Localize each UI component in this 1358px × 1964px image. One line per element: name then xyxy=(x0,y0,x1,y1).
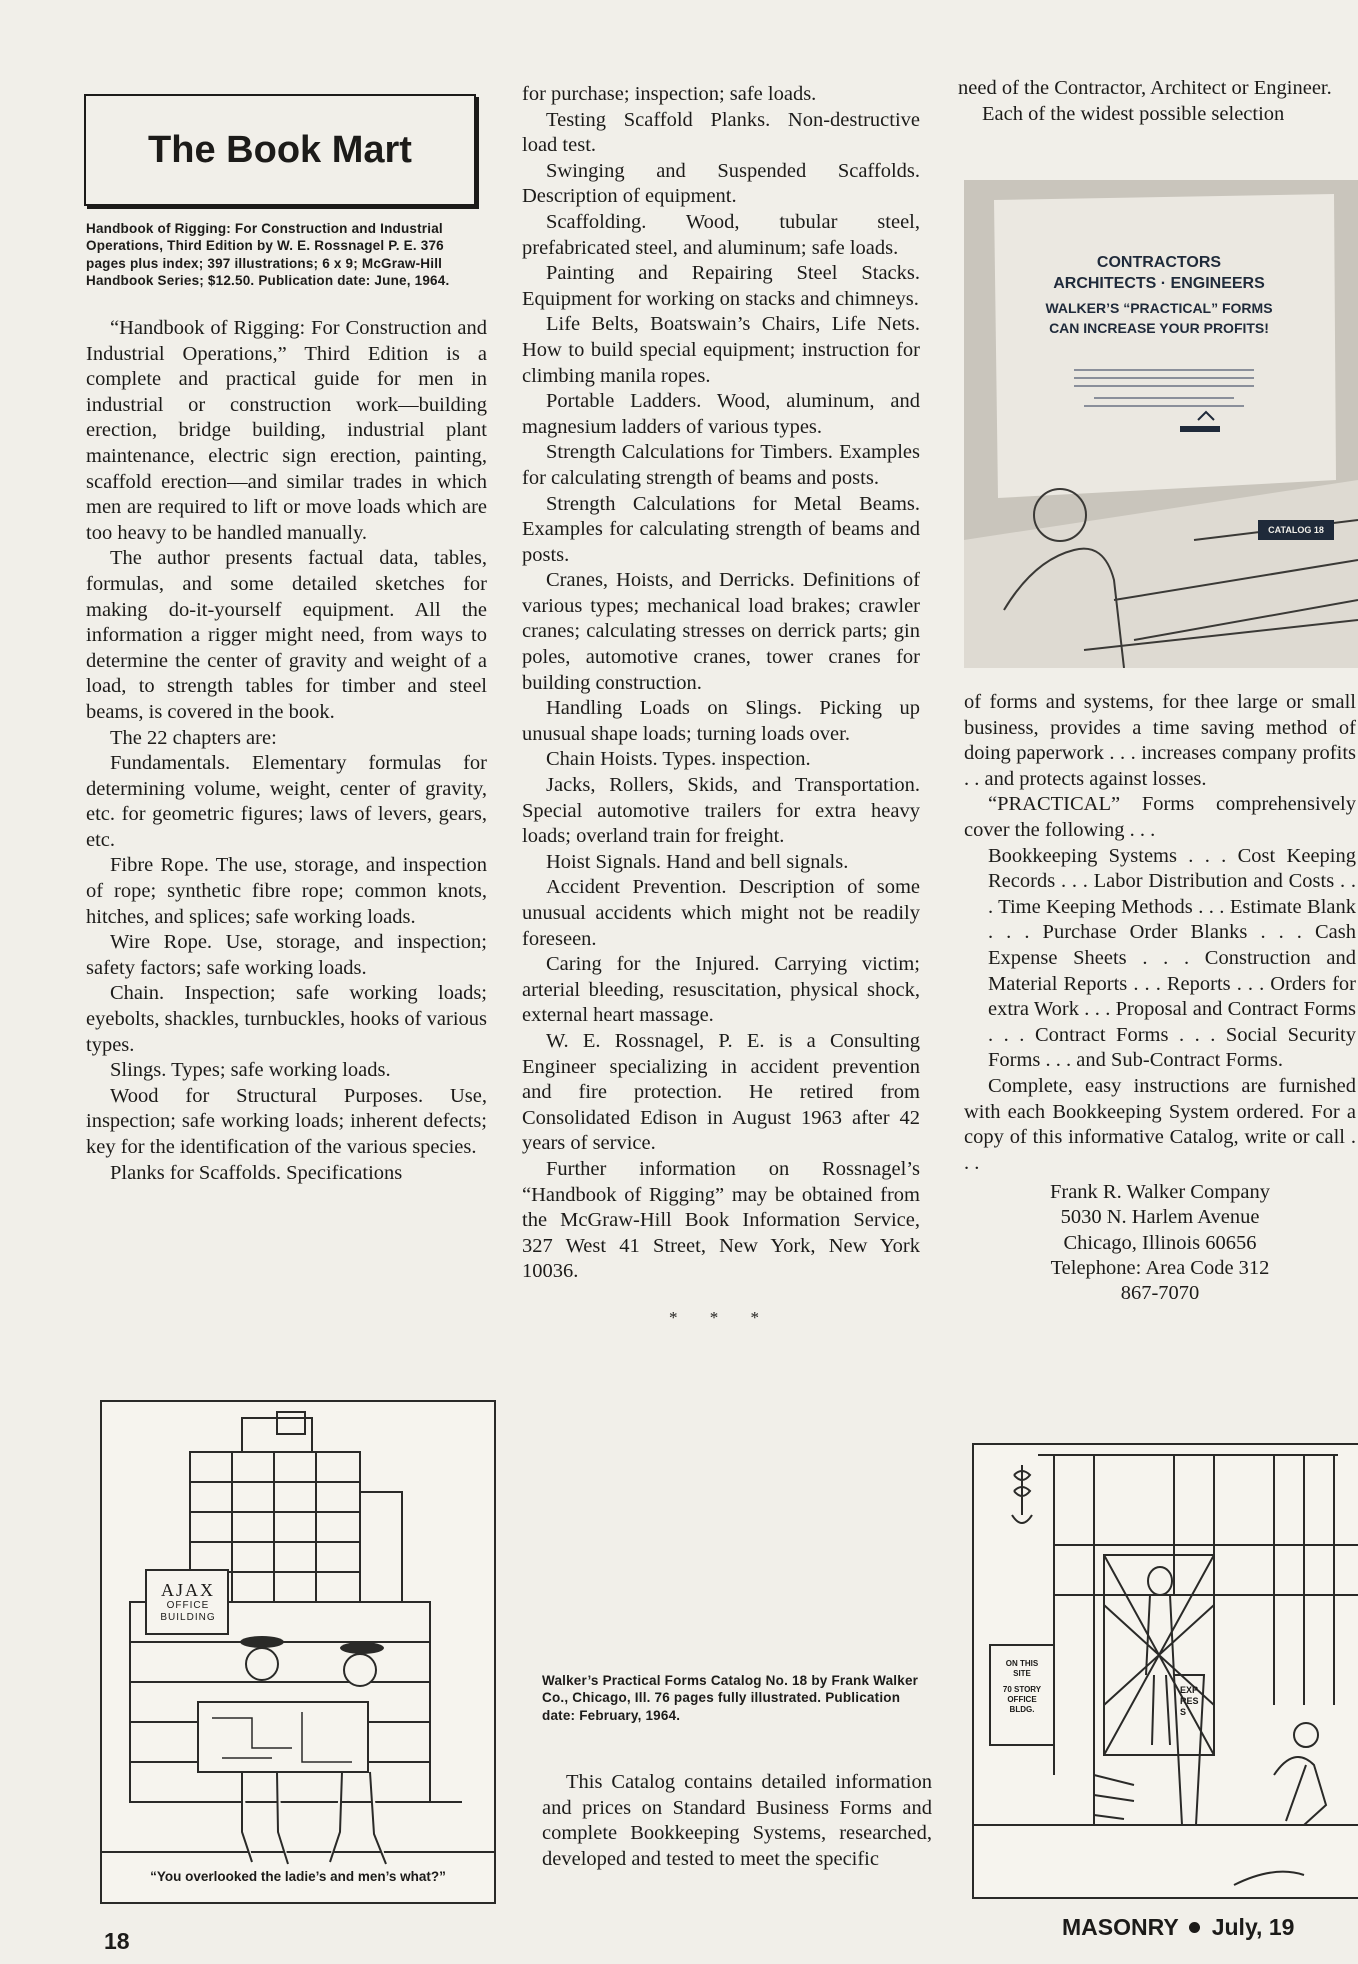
cartoon-construction-site xyxy=(972,1443,1358,1899)
chapter-entry: Strength Calculations for Timbers. Examples for calculating strength of beams and posts. xyxy=(522,441,920,489)
chapter-entry: Slings. Types; safe working loads. xyxy=(110,1059,391,1082)
sign-text: SITE xyxy=(1013,1669,1031,1678)
cartoon-drawing xyxy=(102,1402,494,1902)
address-line: Telephone: Area Code 312 xyxy=(1050,1256,1270,1279)
company-address xyxy=(964,1180,1356,1306)
chapter-entry: Planks for Scaffolds. Specifications xyxy=(110,1161,403,1184)
sign-text: 70 STORY xyxy=(1002,1685,1042,1694)
bullet-icon xyxy=(1189,1922,1200,1933)
sign-text: ON THIS xyxy=(1005,1659,1039,1668)
review2-bibliography: Walker’s Practical Forms Catalog No. 18 by Frank Walker Co., Chicago, Ill. 76 pages fully illustrated. Publication date: February, 1964. xyxy=(542,1673,919,1723)
chapter-entry: Swinging and Suspended Scaffolds. Description of equipment. xyxy=(522,159,920,208)
chapter-entry: Chain Hoists. Types. inspection. xyxy=(546,748,811,771)
chapter-entry: Wire Rope. Use, storage, and inspection; safety factors; safe working loads. xyxy=(86,931,487,979)
review1-paragraph: “Handbook of Rigging: For Construction and Industrial Operations,” Third Edition is a complete and practical guide for men in industrial or construction work—building erection, bridge building, industrial plant maintenance, electric sign erection, painting, scaffold erection—and similar trades in which men are required to lift or move loads which are too heavy to be handled manually. xyxy=(86,317,487,544)
column-2 xyxy=(522,82,920,1393)
sign-text: OFFICE xyxy=(1007,1695,1037,1704)
express-label: EXPRESS xyxy=(1180,1685,1199,1717)
chapter-entry: Cranes, Hoists, and Derricks. Definitions of various types; mechanical load brakes; crawler cranes; calculating stresses on derrick parts; gin poles, automotive cranes, tower cranes for building construction. xyxy=(522,569,920,694)
review1-paragraph: The 22 chapters are: xyxy=(110,726,277,749)
section-separator: * * * xyxy=(669,1307,773,1327)
review1-paragraph: W. E. Rossnagel, P. E. is a Consulting Engineer specializing in accident prevention and fire protection. He retired from Consolidated Edison in August 1963 after 42 years of service. xyxy=(522,1029,920,1155)
page-number: 18 xyxy=(104,1928,130,1954)
address-line: 867-7070 xyxy=(1120,1282,1200,1305)
chapter-entry: Jacks, Rollers, Skids, and Transportation. Special automotive trailers for extra heavy loads; overland train for freight. xyxy=(522,774,920,848)
sign-text: OFFICE xyxy=(166,1600,210,1611)
chapter-entry: Handling Loads on Slings. Picking up unusual shape loads; turning loads over. xyxy=(522,697,920,745)
ad-headline: CONTRACTORS ARCHITECTS · ENGINEERS xyxy=(1053,254,1265,292)
chapter-entry: Portable Ladders. Wood, aluminum, and magnesium ladders of various types. xyxy=(522,390,920,438)
chapter-entry: Life Belts, Boatswain’s Chairs, Life Nets. How to build special equipment; instruction for climbing manila ropes. xyxy=(522,313,920,387)
catalog-ad-image xyxy=(964,180,1358,668)
address-line: 5030 N. Harlem Avenue xyxy=(1060,1206,1260,1229)
forms-list: Bookkeeping Systems . . . Cost Keeping Records . . . Labor Distribution and Costs . . . Time Keeping Methods . . . Estimate Blank . . . Purchase Order Blanks . . . Cash Expense Sheets . . . Construction and Material Reports . . . Reports . . . Orders for extra Work . . . Proposal and Contract Forms . . . Contract Forms . . . Social Security Forms . . . and Sub-Contract Forms. xyxy=(988,844,1356,1072)
column-2-bottom xyxy=(542,1770,932,1872)
review2-paragraph: Each of the widest possible selection xyxy=(982,102,1285,125)
review1-bibliography: Handbook of Rigging: For Construction and Industrial Operations, Third Edition by W. E. Rossnagel P. E. 376 pages plus index; 397 illustrations; 6 x 9; McGraw-Hill Handbook Series; $12.50. Publication date: June, 1964. xyxy=(86,221,450,288)
chapter-entry: Strength Calculations for Metal Beams. Examples for calculating strength of beams and posts. xyxy=(522,492,920,566)
column-1 xyxy=(86,316,487,1186)
chapter-entry: Testing Scaffold Planks. Non-destructive load test. xyxy=(522,108,920,157)
review2-paragraph: of forms and systems, for thee large or small business, provides a time saving method of doing paperwork . . . increases company profits . . and protects against losses. xyxy=(964,691,1356,790)
magazine-name: MASONRY xyxy=(1062,1914,1179,1940)
section-title: The Book Mart xyxy=(84,94,476,206)
chapter-entry: Painting and Repairing Steel Stacks. Equipment for working on stacks and chimneys. xyxy=(522,262,920,310)
cartoon-office-building xyxy=(100,1400,496,1904)
address-line: Chicago, Illinois 60656 xyxy=(1063,1231,1257,1254)
sign-text: BUILDING xyxy=(160,1612,216,1623)
address-line: Frank R. Walker Company xyxy=(1049,1181,1271,1204)
ad-subhead: WALKER’S “PRACTICAL” FORMS CAN INCREASE YOUR PROFITS! xyxy=(1045,300,1273,336)
review1-paragraph: The author presents factual data, tables, formulas, and some detailed sketches for making do-it-yourself equipment. All the information a rigger might need, from ways to determine the center of gravity and weight of a load, to strength tables for timber and steel beams, is covered in the book. xyxy=(86,547,487,723)
sign-text: AJAX xyxy=(160,1580,215,1600)
cartoon-caption: “You overlooked the ladie’s and men’s what?” xyxy=(150,1869,446,1884)
catalog-badge: CATALOG 18 xyxy=(1268,525,1324,535)
chapter-entry: Scaffolding. Wood, tubular steel, prefabricated steel, and aluminum; safe loads. xyxy=(522,210,920,259)
review2-paragraph: “PRACTICAL” Forms comprehensively cover the following . . . xyxy=(964,793,1356,841)
chapter-entry: Hoist Signals. Hand and bell signals. xyxy=(546,850,849,873)
sign-text: BLDG. xyxy=(1009,1705,1035,1714)
review2-paragraph: Complete, easy instructions are furnished with each Bookkeeping System ordered. For a copy of this informative Catalog, write or call . . . xyxy=(964,1074,1356,1174)
chapter-entry: Chain. Inspection; safe working loads; eyebolts, shackles, turnbuckles, hooks of various types. xyxy=(86,982,487,1056)
column-3-top xyxy=(958,76,1354,127)
chapter-entry: Accident Prevention. Description of some unusual accidents which might not be readily foreseen. xyxy=(522,876,920,950)
issue-date: July, 19 xyxy=(1211,1914,1295,1940)
review2-paragraph: need of the Contractor, Architect or Engineer. xyxy=(958,77,1332,99)
chapter-entry: Wood for Structural Purposes. Use, inspection; safe working loads; inherent defects; key for the identification of the various species. xyxy=(86,1084,487,1158)
chapter-entry: Caring for the Injured. Carrying victim; arterial bleeding, resuscitation, physical shock, external heart massage. xyxy=(522,953,920,1027)
review2-paragraph: This Catalog contains detailed information and prices on Standard Business Forms and complete Bookkeeping Systems, researched, developed and tested to meet the specific xyxy=(542,1771,932,1870)
column-3-body xyxy=(964,690,1356,1306)
chapter-entry: Fibre Rope. The use, storage, and inspection of rope; synthetic fibre rope; common knots, hitches, and splices; safe working loads. xyxy=(86,854,487,928)
chapter-entry: for purchase; inspection; safe loads. xyxy=(522,83,817,105)
review1-paragraph: Further information on Rossnagel’s “Handbook of Rigging” may be obtained from the McGraw-Hill Book Information Service, 327 West 41 Street, New York, New York 10036. xyxy=(522,1157,920,1283)
magazine-footer xyxy=(1062,1914,1294,1941)
chapter-entry: Fundamentals. Elementary formulas for determining volume, weight, center of gravity, etc. for geometric figures; laws of levers, gears, etc. xyxy=(86,752,487,851)
